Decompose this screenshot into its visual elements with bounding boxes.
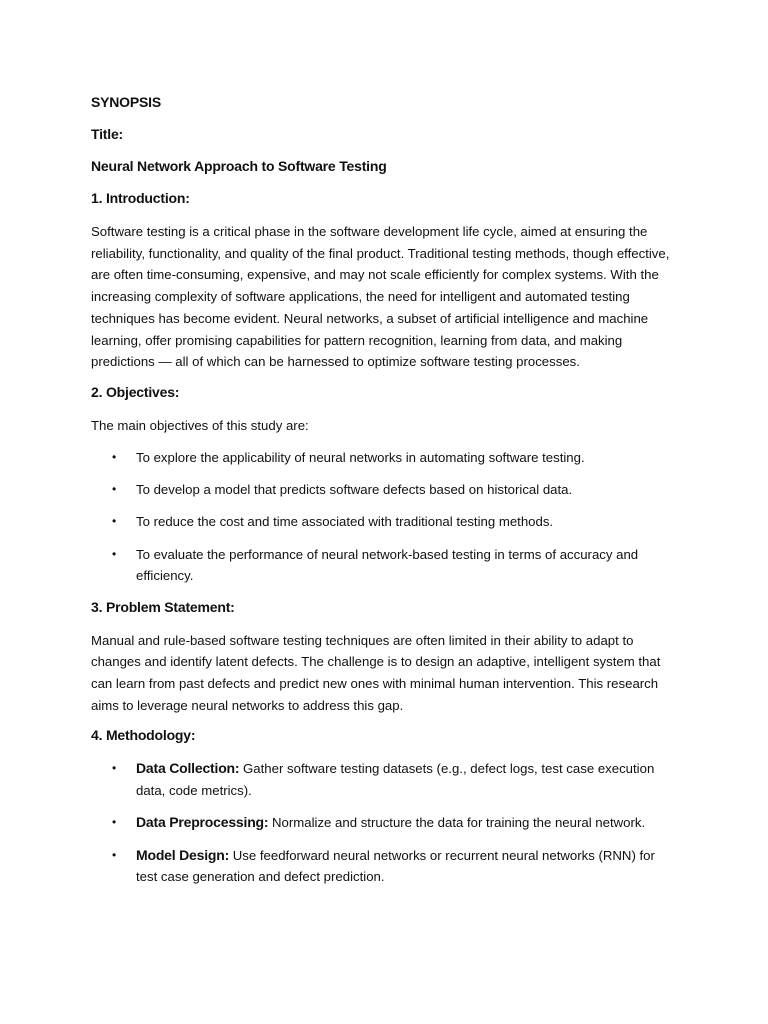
bullet-icon: • bbox=[112, 449, 117, 464]
methodology-term: Model Design: bbox=[136, 846, 230, 863]
introduction-paragraph: Software testing is a critical phase in the software development life cycle, aimed at ensuring the reliability, functionality, and quality of the final product. Traditional testing methods, though effective, are often time-consuming, expensive, and may not scale efficiently for complex systems. With the increasing complexity of software applications, the need for intelligent and automated testing techniques has become evident. Neural networks, a subset of artificial intelligence and machine learning, offer promising capabilities for pattern recognition, learning from data, and making predictions — all of which can be harnessed to optimize software testing processes. bbox=[91, 224, 670, 370]
methodology-text: Normalize and structure the data for training the neural network. bbox=[268, 815, 646, 831]
bullet-icon: • bbox=[112, 815, 117, 830]
list-item bbox=[91, 812, 678, 834]
bullet-icon: • bbox=[112, 847, 117, 862]
document-title: Neural Network Approach to Software Testing bbox=[91, 158, 387, 174]
list-item bbox=[91, 511, 678, 533]
list-item bbox=[91, 845, 678, 888]
list-item bbox=[91, 479, 678, 501]
objective-text: To reduce the cost and time associated with traditional testing methods. bbox=[136, 514, 554, 530]
methodology-text: Use feedforward neural networks or recurrent neural networks (RNN) for test case generation and defect prediction. bbox=[136, 847, 655, 885]
methodology-text: Gather software testing datasets (e.g., defect logs, test case execution data, code metrics). bbox=[136, 761, 655, 799]
objectives-heading: 2. Objectives: bbox=[91, 383, 180, 400]
objectives-intro: The main objectives of this study are: bbox=[91, 417, 309, 433]
problem-statement-heading: 3. Problem Statement: bbox=[91, 598, 235, 615]
objective-text: To develop a model that predicts software defects based on historical data. bbox=[136, 481, 573, 497]
bullet-icon: • bbox=[112, 761, 117, 776]
bullet-icon: • bbox=[112, 481, 117, 496]
list-item bbox=[91, 447, 678, 469]
bullet-icon: • bbox=[112, 546, 117, 561]
objective-text: To explore the applicability of neural networks in automating software testing. bbox=[136, 449, 585, 465]
introduction-heading: 1. Introduction: bbox=[91, 190, 190, 206]
list-item bbox=[91, 544, 678, 587]
list-item bbox=[91, 758, 678, 801]
methodology-heading: 4. Methodology: bbox=[91, 727, 196, 744]
problem-statement-paragraph: Manual and rule-based software testing techniques are often limited in their ability to adapt to changes and identify latent defects. The challenge is to design an adaptive, intelligent system that can learn from past defects and predict new ones with minimal human intervention. This research aims to leverage neural networks to address this gap. bbox=[91, 632, 661, 713]
synopsis-heading: SYNOPSIS bbox=[91, 94, 161, 110]
methodology-term: Data Preprocessing: bbox=[136, 814, 269, 831]
bullet-icon: • bbox=[112, 514, 117, 529]
objectives-list bbox=[91, 447, 678, 587]
methodology-list bbox=[91, 758, 678, 888]
objective-text: To evaluate the performance of neural network-based testing in terms of accuracy and efficiency. bbox=[136, 546, 639, 584]
title-label: Title: bbox=[91, 126, 123, 142]
methodology-term: Data Collection: bbox=[136, 760, 240, 777]
